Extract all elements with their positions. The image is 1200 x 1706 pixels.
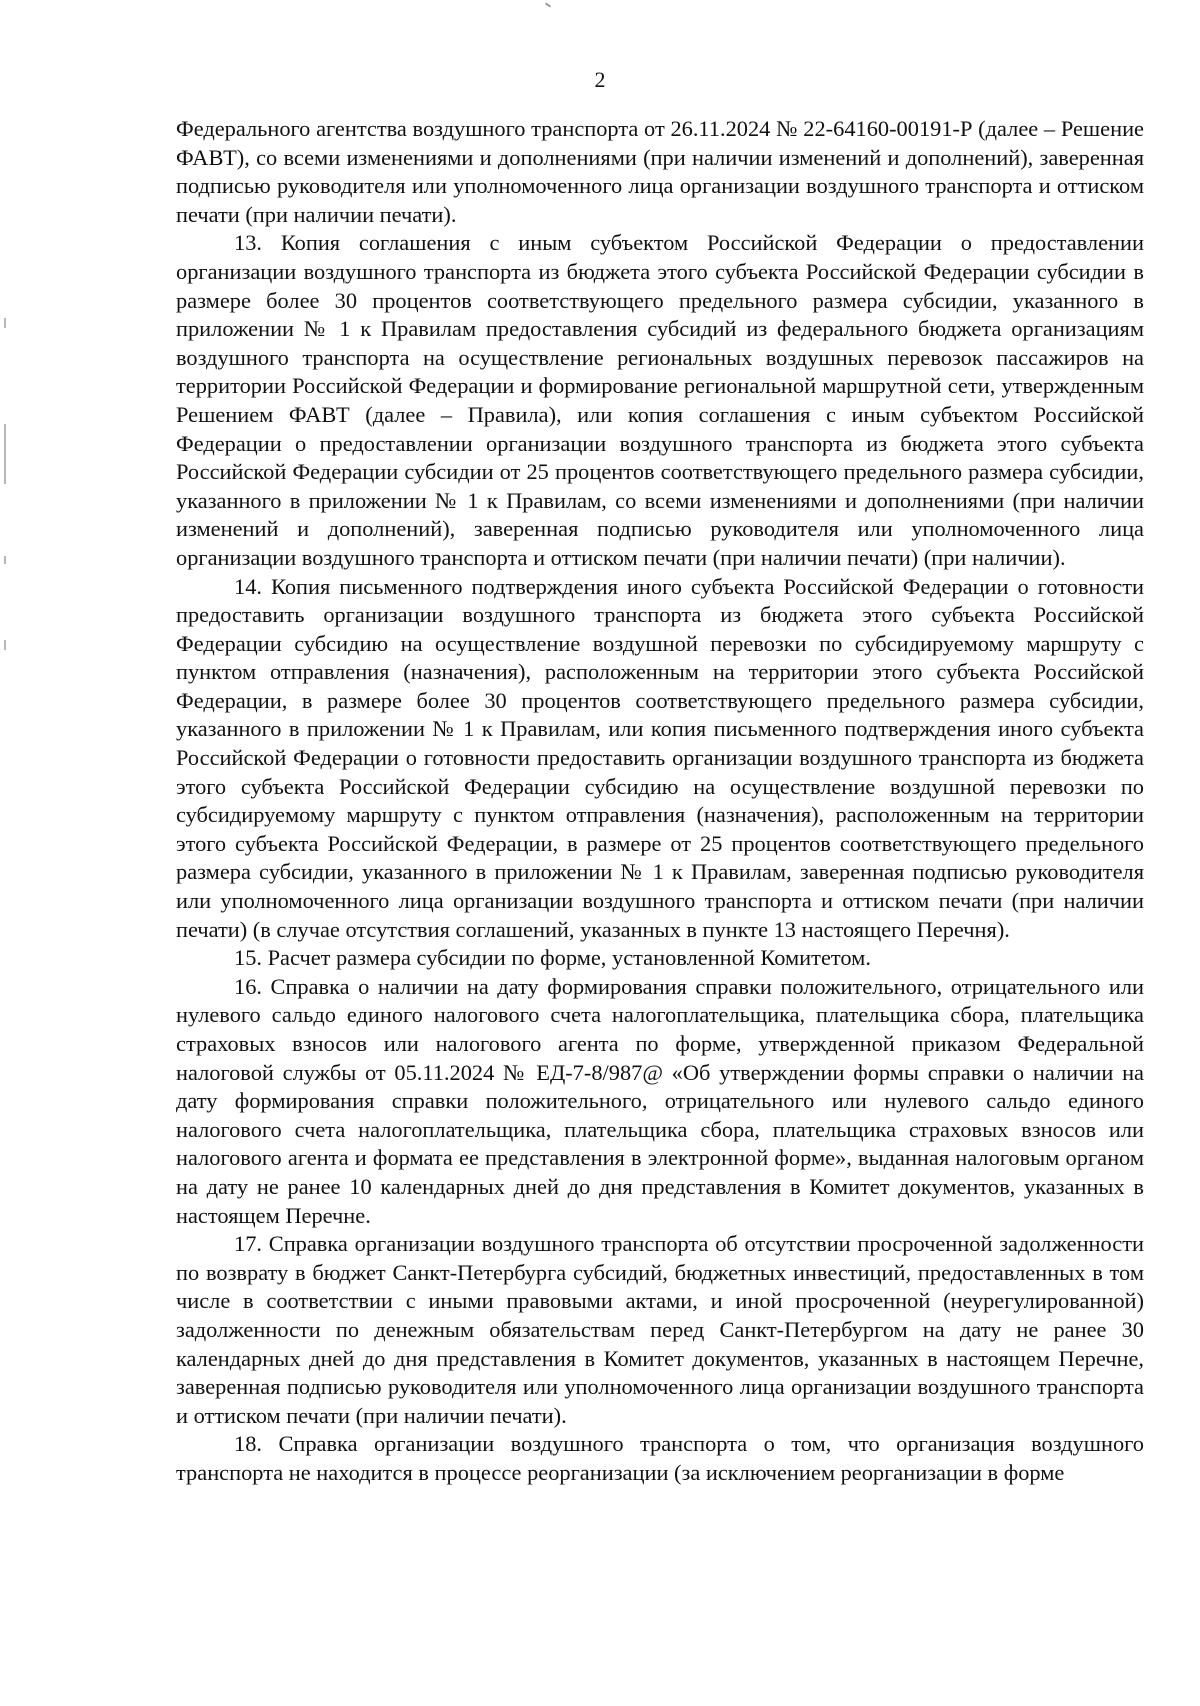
paragraph-13: 13. Копия соглашения с иным субъектом Российской Федерации о предоставлении организации воздушного транспорта из бюджета этого субъекта Российской Федерации субсидии в размере более 30 процентов соответствующего предельного размера субсидии, указанного в приложении № 1 к Правилам предоставления субсидий из федерального бюджета организациям воздушного транспорта на осуществление региональных воздушных перевозок пассажиров на территории Российской Федерации и формирование региональной маршрутной сети, утвержденным Решением ФАВТ (далее – Правила), или копия соглашения с иным субъектом Российской Федерации о предоставлении организации воздушного транспорта из бюджета этого субъекта Российской Федерации субсидии от 25 процентов соответствующего предельного размера субсидии, указанного в приложении № 1 к Правилам, со всеми изменениями и дополнениями (при наличии изменений и дополнений), заверенная подписью руководителя или уполномоченного лица организации воздушного транспорта и оттиском печати (при наличии печати) (при наличии). bbox=[176, 230, 1144, 570]
scan-artifact bbox=[4, 640, 6, 650]
paragraph-18: 18. Справка организации воздушного транспорта о том, что организация воздушного транспорта не находится в процессе реорганизации (за исключением реорганизации в форме bbox=[176, 1431, 1144, 1485]
scan-artifact bbox=[545, 2, 551, 7]
paragraph-continuation: Федерального агентства воздушного транспорта от 26.11.2024 № 22-64160-00191-Р (далее – Решение ФАВТ), со всеми изменениями и дополнениями (при наличии изменений и дополнений), заверенная подписью руководителя или уполномоченного лица организации воздушного транспорта и оттиском печати (при наличии печати). bbox=[176, 116, 1144, 227]
scan-artifact bbox=[4, 318, 6, 328]
paragraph-14: 14. Копия письменного подтверждения иного субъекта Российской Федерации о готовности предоставить организации воздушного транспорта из бюджета этого субъекта Российской Федерации субсидию на осуществление воздушной перевозки по субсидируемому маршруту с пунктом отправления (назначения), расположенным на территории этого субъекта Российской Федерации, в размере более 30 процентов соответствующего предельного размера субсидии, указанного в приложении № 1 к Правилам, или копия письменного подтверждения иного субъекта Российской Федерации о готовности предоставить организации воздушного транспорта из бюджета этого субъекта Российской Федерации субсидию на осуществление воздушной перевозки по субсидируемому маршруту с пунктом отправления (назначения), расположенным на территории этого субъекта Российской Федерации, в размере от 25 процентов соответствующего предельного размера субсидии, указанного в приложении № 1 к Правилам, заверенная подписью руководителя или уполномоченного лица организации воздушного транспорта и оттиском печати (при наличии печати) (в случае отсутствия соглашений, указанных в пункте 13 настоящего Перечня). bbox=[176, 573, 1144, 942]
paragraph-15: 15. Расчет размера субсидии по форме, установленной Комитетом. bbox=[234, 945, 871, 971]
paragraph-17: 17. Справка организации воздушного транспорта об отсутствии просроченной задолженности по возврату в бюджет Санкт-Петербурга субсидий, бюджетных инвестиций, предоставленных в том числе в соответствии с иными правовыми актами, и иной просроченной (неурегулированной) задолженности по денежным обязательствам перед Санкт-Петербургом на дату не ранее 30 календарных дней до дня представления в Комитет документов, указанных в настоящем Перечне, заверенная подписью руководителя или уполномоченного лица организации воздушного транспорта и оттиском печати (при наличии печати). bbox=[176, 1231, 1144, 1428]
page-number: 2 bbox=[594, 67, 606, 92]
scan-artifact bbox=[4, 556, 6, 564]
paragraph-16: 16. Справка о наличии на дату формирования справки положительного, отрицательного или нулевого сальдо единого налогового счета налогоплательщика, плательщика сбора, плательщика страховых взносов или налогового агента по форме, утвержденной приказом Федеральной налоговой службы от 05.11.2024 № ЕД-7-8/987@ «Об утверждении формы справки о наличии на дату формирования справки положительного, отрицательного или нулевого сальдо единого налогового счета налогоплательщика, плательщика сбора, плательщика страховых взносов или налогового агента и формата ее представления в электронной форме», выданная налоговым органом на дату не ранее 10 календарных дней до дня представления в Комитет документов, указанных в настоящем Перечне. bbox=[176, 973, 1144, 1228]
document-body bbox=[176, 115, 1144, 1488]
scan-artifact bbox=[4, 424, 6, 484]
